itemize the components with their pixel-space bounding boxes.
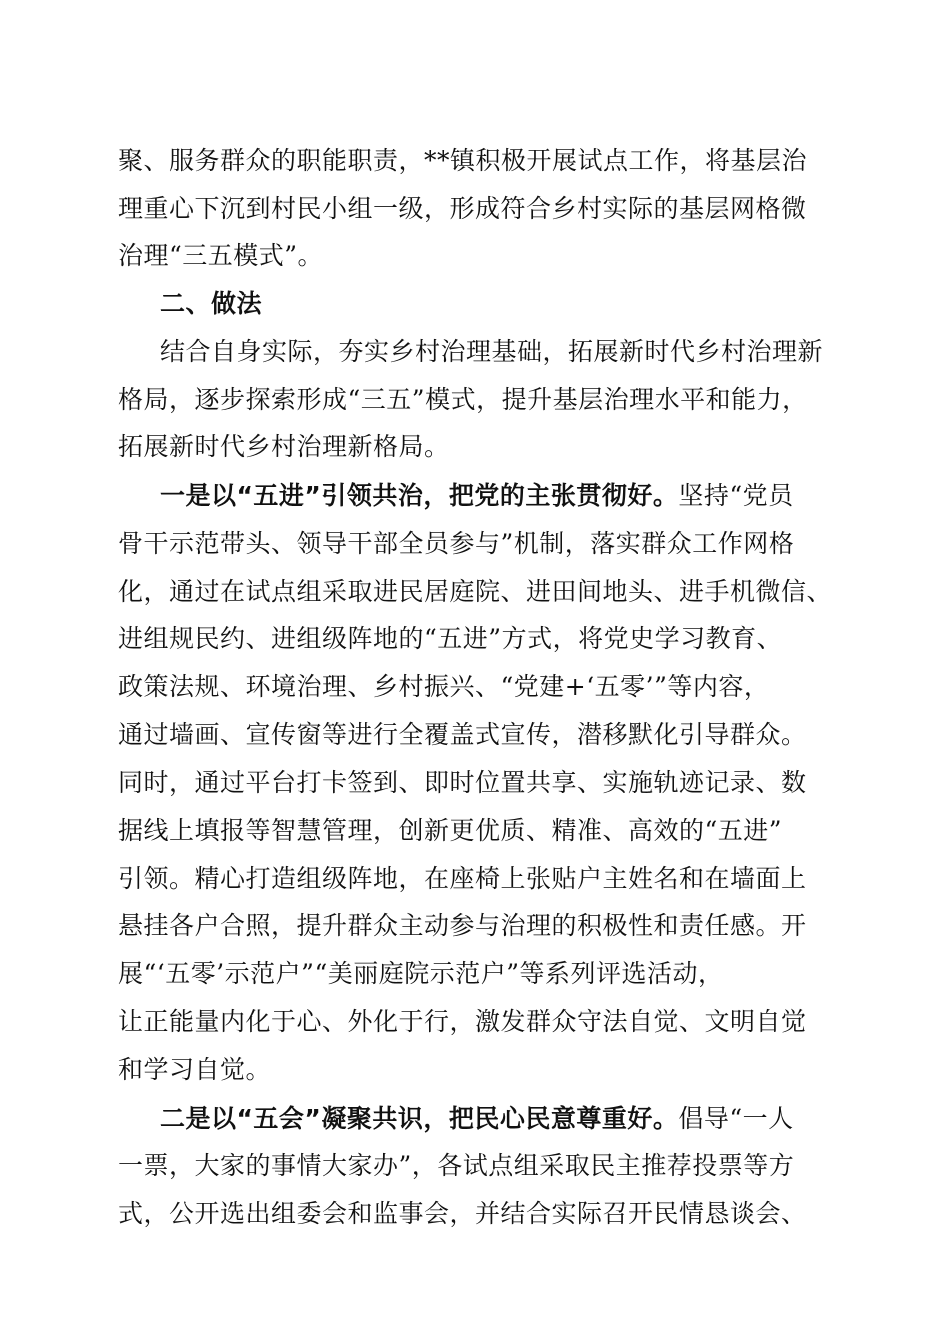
paragraph-3-line-5: 政策法规、环境治理、乡村振兴、“党建+‘五零’”等内容， [118, 672, 770, 701]
paragraph-3-line-1 [160, 481, 794, 511]
paragraph-3-line-8: 据线上填报等智慧管理，创新更优质、精准、高效的“五进” [118, 816, 783, 845]
paragraph-2-line-2: 格局，逐步探索形成“三五”模式，提升基层治理水平和能力， [118, 385, 808, 414]
paragraph-3-lead: 一是以“五进”引领共治，把党的主张贯彻好。 [160, 481, 679, 510]
paragraph-3-line-6: 通过墙画、宣传窗等进行全覆盖式宣传，潜移默化引导群众。 [118, 720, 807, 749]
paragraph-1-line-1: 聚、服务群众的职能职责，**镇积极开展试点工作，将基层治 [118, 146, 808, 175]
paragraph-3-line-3: 化，通过在试点组采取进民居庭院、进田间地头、进手机微信、 [118, 577, 833, 606]
paragraph-3-lead-rest: 坚持“党员 [678, 481, 794, 510]
paragraph-3-line-12: 让正能量内化于心、外化于行，激发群众守法自觉、文明自觉 [118, 1007, 807, 1036]
paragraph-1-line-3: 治理“三五模式”。 [118, 241, 324, 270]
paragraph-3-line-10: 悬挂各户合照，提升群众主动参与治理的积极性和责任感。开 [118, 911, 807, 940]
paragraph-4-lead-rest: 倡导“一人 [678, 1104, 794, 1133]
paragraph-3-line-9: 引领。精心打造组级阵地，在座椅上张贴户主姓名和在墙面上 [118, 864, 807, 893]
paragraph-2-line-3: 拓展新时代乡村治理新格局。 [118, 432, 450, 461]
paragraph-4-line-2: 一票，大家的事情大家办”，各试点组采取民主推荐投票等方 [118, 1151, 795, 1180]
paragraph-4-line-1 [160, 1104, 794, 1134]
paragraph-3-line-4: 进组规民约、进组级阵地的“五进”方式，将党史学习教育、 [118, 624, 783, 653]
paragraph-4-lead: 二是以“五会”凝聚共识，把民心民意尊重好。 [160, 1104, 679, 1133]
paragraph-3-line-7: 同时，通过平台打卡签到、即时位置共享、实施轨迹记录、数 [118, 768, 807, 797]
paragraph-3-line-2: 骨干示范带头、领导干部全员参与”机制，落实群众工作网格 [118, 529, 795, 558]
paragraph-1-line-2: 理重心下沉到村民小组一级，形成符合乡村实际的基层网格微 [118, 194, 807, 223]
paragraph-3-line-11: 展“‘五零’示范户”“美丽庭院示范户”等系列评选活动， [118, 959, 724, 988]
paragraph-4-line-3: 式，公开选出组委会和监事会，并结合实际召开民情恳谈会、 [118, 1199, 807, 1228]
section-heading: 二、做法 [160, 289, 263, 318]
paragraph-2-line-1: 结合自身实际，夯实乡村治理基础，拓展新时代乡村治理新 [160, 337, 824, 366]
paragraph-3-line-13: 和学习自觉。 [118, 1055, 272, 1084]
